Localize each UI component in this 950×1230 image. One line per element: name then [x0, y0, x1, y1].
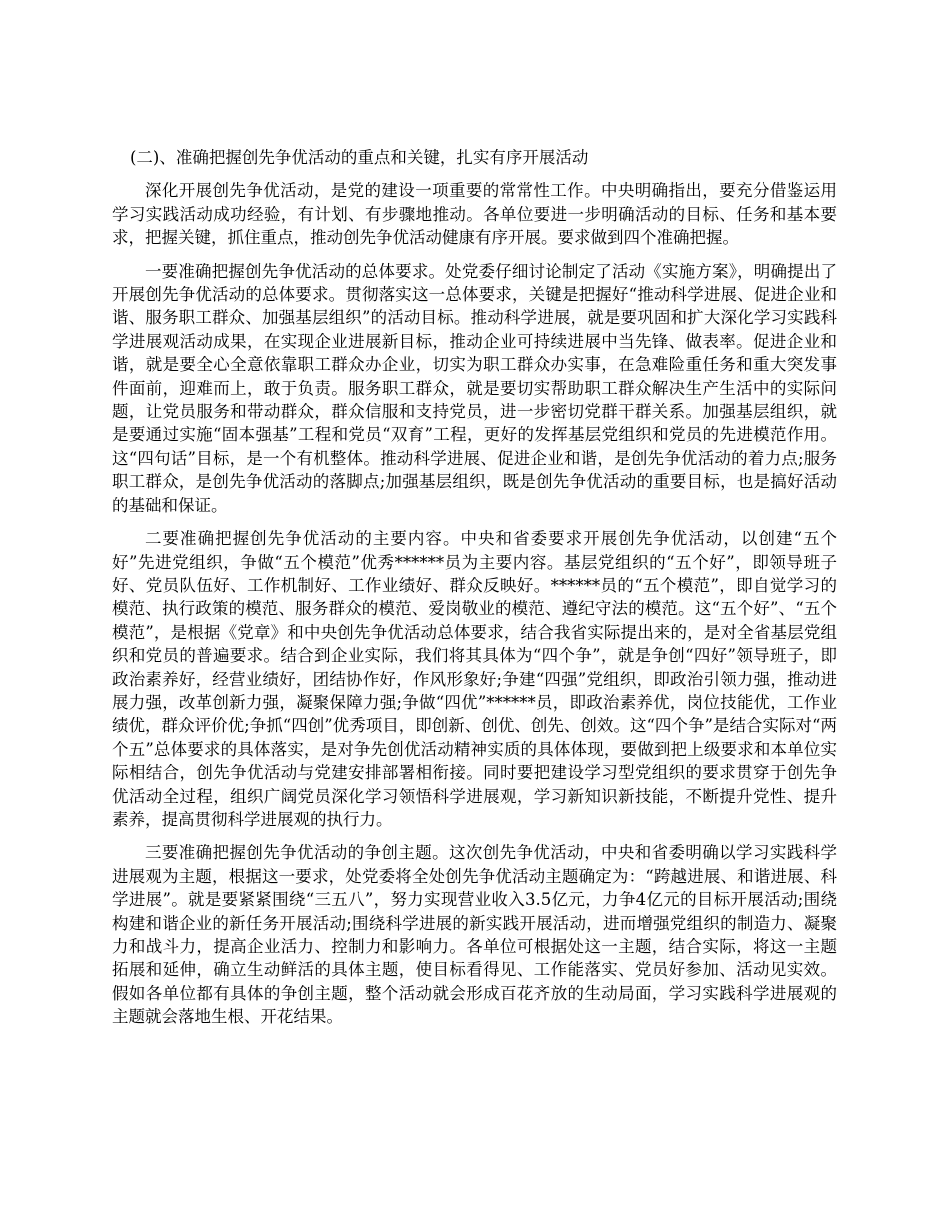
paragraph-intro: 深化开展创先争优活动，是党的建设一项重要的常常性工作。中央明确指出，要充分借鉴运用学习实践活动成功经验，有计划、有步骤地推动。各单位要进一步明确活动的目标、任务和基本要求，把握关键，抓住重点，推动创先争优活动健康有序开展。要求做到四个准确把握。: [112, 181, 837, 248]
document-body: [112, 146, 837, 1029]
section-heading: (二)、准确把握创先争优活动的重点和关键，扎实有序开展活动: [130, 148, 589, 167]
paragraph-overall-requirements: 一要准确把握创先争优活动的总体要求。处党委仔细讨论制定了活动《实施方案》，明确提出了开展创先争优活动的总体要求。贯彻落实这一总体要求，关键是把握好“推动科学进展、促进企业和谐、服务职工群众、加强基层组织”的活动目标。推动科学进展，就是要巩固和扩大深化学习实践科学进展观活动成果，在实现企业进展新目标，推动企业可持续进展中当先锋、做表率。促进企业和谐，就是要全心全意依靠职工群众办企业，切实为职工群众办实事，在急难险重任务和重大突发事件面前，迎难而上，敢于负责。服务职工群众，就是要切实帮助职工群众解决生产生活中的实际问题，让党员服务和带动群众，群众信服和支持党员，进一步密切党群干群关系。加强基层组织，就是要通过实施“固本强基”工程和党员“双育”工程，更好的发挥基层党组织和党员的先进模范作用。这“四句话”目标，是一个有机整体。推动科学进展、促进企业和谐，是创先争优活动的着力点;服务职工群众，是创先争优活动的落脚点;加强基层组织，既是创先争优活动的重要目标，也是搞好活动的基础和保证。: [112, 261, 837, 515]
paragraph-theme: 三要准确把握创先争优活动的争创主题。这次创先争优活动，中央和省委明确以学习实践科学进展观为主题，根据这一要求，处党委将全处创先争优活动主题确定为：“跨越进展、和谐进展、科学进展”。就是要紧紧围绕“三五八”，努力实现营业收入3.5亿元，力争4亿元的目标开展活动;围绕构建和谐企业的新任务开展活动;围绕科学进展的新实践开展活动，进而增强党组织的制造力、凝聚力和战斗力，提高企业活力、控制力和影响力。各单位可根据处这一主题，结合实际，将这一主题拓展和延伸，确立生动鲜活的具体主题，使目标看得见、工作能落实、党员好参加、活动见实效。假如各单位都有具体的争创主题，整个活动就会形成百花齐放的生动局面，学习实践科学进展观的主题就会落地生根、开花结果。: [112, 843, 837, 1027]
paragraph-main-content: 二要准确把握创先争优活动的主要内容。中央和省委要求开展创先争优活动，以创建“五个好”先进党组织，争做“五个模范”优秀******员为主要内容。基层党组织的“五个好”，即领导班子好、党员队伍好、工作机制好、工作业绩好、群众反映好。******员的“五个模范”，即自觉学习的模范、执行政策的模范、服务群众的模范、爱岗敬业的模范、遵纪守法的模范。这“五个好”、“五个模范”，是根据《党章》和中央创先争优活动总体要求，结合我省实际提出来的，是对全省基层党组织和党员的普遍要求。结合到企业实际，我们将其具体为“四个争”，就是争创“四好”领导班子，即政治素养好，经营业绩好，团结协作好，作风形象好;争建“四强”党组织，即政治引领力强，推动进展力强，改革创新力强，凝聚保障力强;争做“四优”******员，即政治素养优，岗位技能优，工作业绩优，群众评价优;争抓“四创”优秀项目，即创新、创优、创先、创效。这“四个争”是结合实际对“两个五”总体要求的具体落实，是对争先创优活动精神实质的具体体现，要做到把上级要求和本单位实际相结合，创先争优活动与党建安排部署相衔接。同时要把建设学习型党组织的要求贯穿于创先争优活动全过程，组织广阔党员深化学习领悟科学进展观，学习新知识新技能，不断提升党性、提升素养，提高贯彻科学进展观的执行力。: [112, 529, 837, 829]
